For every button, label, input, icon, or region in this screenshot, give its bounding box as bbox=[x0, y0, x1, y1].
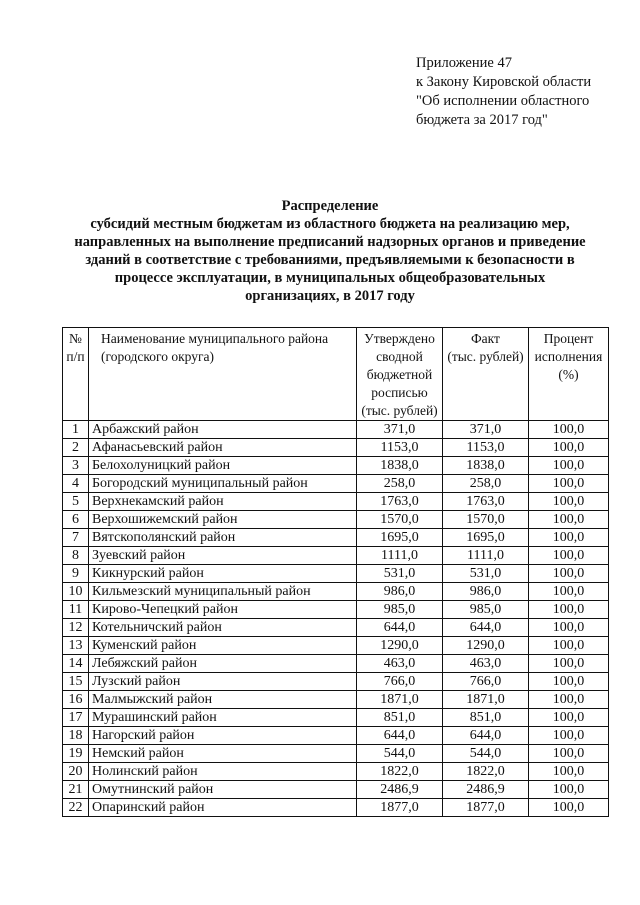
row-fact: 371,0 bbox=[443, 421, 529, 439]
row-fact: 1763,0 bbox=[443, 493, 529, 511]
row-percent: 100,0 bbox=[529, 439, 609, 457]
header-percent-line: исполнения bbox=[534, 349, 603, 364]
row-approved: 463,0 bbox=[357, 655, 443, 673]
table-row bbox=[63, 637, 609, 655]
row-approved: 1877,0 bbox=[357, 799, 443, 817]
row-approved: 371,0 bbox=[357, 421, 443, 439]
row-name: Малмыжский район bbox=[89, 691, 357, 709]
row-fact: 463,0 bbox=[443, 655, 529, 673]
row-fact: 1153,0 bbox=[443, 439, 529, 457]
table-row bbox=[63, 619, 609, 637]
row-name: Кикнурский район bbox=[89, 565, 357, 583]
row-name: Нагорский район bbox=[89, 727, 357, 745]
row-percent: 100,0 bbox=[529, 421, 609, 439]
row-percent: 100,0 bbox=[529, 709, 609, 727]
title-line: зданий в соответствие с требованиями, предъявляемыми к безопасности в bbox=[85, 252, 575, 268]
row-num: 6 bbox=[63, 511, 89, 529]
row-num: 16 bbox=[63, 691, 89, 709]
header-approved-line: Утверждено bbox=[364, 331, 435, 346]
row-num: 5 bbox=[63, 493, 89, 511]
row-percent: 100,0 bbox=[529, 745, 609, 763]
row-num: 12 bbox=[63, 619, 89, 637]
title-line: Распределение bbox=[281, 198, 379, 214]
row-percent: 100,0 bbox=[529, 799, 609, 817]
table-row bbox=[63, 583, 609, 601]
row-num: 10 bbox=[63, 583, 89, 601]
table-row bbox=[63, 709, 609, 727]
row-percent: 100,0 bbox=[529, 727, 609, 745]
row-percent: 100,0 bbox=[529, 565, 609, 583]
table-row bbox=[63, 691, 609, 709]
header-fact-line: (тыс. рублей) bbox=[447, 349, 524, 364]
document-title bbox=[50, 197, 610, 305]
header-percent bbox=[529, 328, 609, 421]
subsidy-table bbox=[62, 327, 609, 817]
header-fact-line: Факт bbox=[471, 331, 500, 346]
row-name: Кильмезский муниципальный район bbox=[89, 583, 357, 601]
row-fact: 1822,0 bbox=[443, 763, 529, 781]
header-num bbox=[63, 328, 89, 421]
row-name: Арбажский район bbox=[89, 421, 357, 439]
row-fact: 1695,0 bbox=[443, 529, 529, 547]
row-percent: 100,0 bbox=[529, 493, 609, 511]
row-fact: 1877,0 bbox=[443, 799, 529, 817]
table-row bbox=[63, 493, 609, 511]
row-num: 15 bbox=[63, 673, 89, 691]
title-line: направленных на выполнение предписаний надзорных органов и приведение bbox=[74, 234, 586, 250]
row-fact: 851,0 bbox=[443, 709, 529, 727]
table-row bbox=[63, 547, 609, 565]
table-row bbox=[63, 673, 609, 691]
row-percent: 100,0 bbox=[529, 583, 609, 601]
row-fact: 2486,9 bbox=[443, 781, 529, 799]
row-num: 13 bbox=[63, 637, 89, 655]
header-name-line: (городского округа) bbox=[101, 349, 215, 364]
header-percent-line: Процент bbox=[543, 331, 594, 346]
row-name: Зуевский район bbox=[89, 547, 357, 565]
row-name: Мурашинский район bbox=[89, 709, 357, 727]
header-num-line: № bbox=[69, 331, 82, 346]
row-num: 17 bbox=[63, 709, 89, 727]
row-num: 7 bbox=[63, 529, 89, 547]
row-approved: 1111,0 bbox=[357, 547, 443, 565]
row-name: Котельничский район bbox=[89, 619, 357, 637]
row-name: Нолинский район bbox=[89, 763, 357, 781]
table-row bbox=[63, 745, 609, 763]
row-name: Богородский муниципальный район bbox=[89, 475, 357, 493]
row-name: Немский район bbox=[89, 745, 357, 763]
row-name: Лузский район bbox=[89, 673, 357, 691]
row-num: 4 bbox=[63, 475, 89, 493]
row-approved: 644,0 bbox=[357, 727, 443, 745]
table-row bbox=[63, 601, 609, 619]
row-approved: 985,0 bbox=[357, 601, 443, 619]
table-row bbox=[63, 799, 609, 817]
row-percent: 100,0 bbox=[529, 781, 609, 799]
row-name: Верхошижемский район bbox=[89, 511, 357, 529]
appendix-line: "Об исполнении областного bbox=[416, 93, 590, 109]
row-approved: 1871,0 bbox=[357, 691, 443, 709]
table-row bbox=[63, 529, 609, 547]
row-num: 22 bbox=[63, 799, 89, 817]
table-row bbox=[63, 781, 609, 799]
row-approved: 1838,0 bbox=[357, 457, 443, 475]
header-approved-line: сводной bbox=[376, 349, 423, 364]
row-fact: 531,0 bbox=[443, 565, 529, 583]
header-approved-line: бюджетной bbox=[366, 367, 433, 382]
appendix-line: бюджета за 2017 год" bbox=[416, 112, 548, 128]
row-approved: 1695,0 bbox=[357, 529, 443, 547]
row-approved: 531,0 bbox=[357, 565, 443, 583]
title-line: субсидий местным бюджетам из областного бюджета на реализацию мер, bbox=[90, 216, 570, 232]
row-num: 18 bbox=[63, 727, 89, 745]
table-row bbox=[63, 727, 609, 745]
row-name: Омутнинский район bbox=[89, 781, 357, 799]
row-approved: 644,0 bbox=[357, 619, 443, 637]
row-fact: 1111,0 bbox=[443, 547, 529, 565]
row-approved: 544,0 bbox=[357, 745, 443, 763]
row-fact: 1290,0 bbox=[443, 637, 529, 655]
row-approved: 1822,0 bbox=[357, 763, 443, 781]
header-num-line: п/п bbox=[66, 349, 85, 364]
row-percent: 100,0 bbox=[529, 637, 609, 655]
header-approved-line: росписью bbox=[371, 385, 428, 400]
table-header-row bbox=[63, 328, 609, 421]
header-approved bbox=[357, 328, 443, 421]
row-num: 14 bbox=[63, 655, 89, 673]
appendix-line: к Закону Кировской области bbox=[416, 74, 592, 90]
row-name: Кирово-Чепецкий район bbox=[89, 601, 357, 619]
row-fact: 1871,0 bbox=[443, 691, 529, 709]
table-row bbox=[63, 763, 609, 781]
row-percent: 100,0 bbox=[529, 529, 609, 547]
row-fact: 1570,0 bbox=[443, 511, 529, 529]
header-approved-line: (тыс. рублей) bbox=[361, 403, 438, 418]
row-fact: 644,0 bbox=[443, 727, 529, 745]
row-num: 8 bbox=[63, 547, 89, 565]
row-num: 3 bbox=[63, 457, 89, 475]
row-approved: 1763,0 bbox=[357, 493, 443, 511]
header-name-line: Наименование муниципального района bbox=[101, 331, 329, 346]
row-approved: 1153,0 bbox=[357, 439, 443, 457]
row-fact: 644,0 bbox=[443, 619, 529, 637]
row-percent: 100,0 bbox=[529, 673, 609, 691]
row-name: Верхнекамский район bbox=[89, 493, 357, 511]
row-fact: 986,0 bbox=[443, 583, 529, 601]
table-row bbox=[63, 475, 609, 493]
row-percent: 100,0 bbox=[529, 511, 609, 529]
table-row bbox=[63, 511, 609, 529]
header-fact bbox=[443, 328, 529, 421]
row-percent: 100,0 bbox=[529, 547, 609, 565]
table-body bbox=[63, 421, 609, 817]
row-percent: 100,0 bbox=[529, 763, 609, 781]
appendix-note bbox=[416, 54, 630, 130]
header-name bbox=[89, 328, 357, 421]
row-num: 21 bbox=[63, 781, 89, 799]
row-name: Опаринский район bbox=[89, 799, 357, 817]
row-fact: 258,0 bbox=[443, 475, 529, 493]
row-percent: 100,0 bbox=[529, 619, 609, 637]
row-fact: 544,0 bbox=[443, 745, 529, 763]
row-approved: 258,0 bbox=[357, 475, 443, 493]
row-fact: 985,0 bbox=[443, 601, 529, 619]
row-percent: 100,0 bbox=[529, 475, 609, 493]
row-fact: 766,0 bbox=[443, 673, 529, 691]
row-fact: 1838,0 bbox=[443, 457, 529, 475]
header-percent-line: (%) bbox=[558, 367, 579, 382]
row-name: Белохолуницкий район bbox=[89, 457, 357, 475]
table-row bbox=[63, 655, 609, 673]
title-line: организациях, в 2017 году bbox=[245, 288, 415, 304]
row-approved: 766,0 bbox=[357, 673, 443, 691]
row-approved: 1570,0 bbox=[357, 511, 443, 529]
table-row bbox=[63, 457, 609, 475]
row-approved: 986,0 bbox=[357, 583, 443, 601]
row-num: 20 bbox=[63, 763, 89, 781]
table-row bbox=[63, 439, 609, 457]
row-percent: 100,0 bbox=[529, 691, 609, 709]
row-num: 19 bbox=[63, 745, 89, 763]
row-num: 11 bbox=[63, 601, 89, 619]
row-percent: 100,0 bbox=[529, 601, 609, 619]
table-row bbox=[63, 565, 609, 583]
row-name: Афанасьевский район bbox=[89, 439, 357, 457]
row-name: Лебяжский район bbox=[89, 655, 357, 673]
row-num: 9 bbox=[63, 565, 89, 583]
row-approved: 1290,0 bbox=[357, 637, 443, 655]
appendix-line: Приложение 47 bbox=[416, 55, 512, 71]
row-percent: 100,0 bbox=[529, 655, 609, 673]
row-num: 1 bbox=[63, 421, 89, 439]
title-line: процессе эксплуатации, в муниципальных общеобразовательных bbox=[114, 270, 546, 286]
row-approved: 851,0 bbox=[357, 709, 443, 727]
table-row bbox=[63, 421, 609, 439]
row-name: Вятскополянский район bbox=[89, 529, 357, 547]
row-name: Куменский район bbox=[89, 637, 357, 655]
row-approved: 2486,9 bbox=[357, 781, 443, 799]
row-percent: 100,0 bbox=[529, 457, 609, 475]
row-num: 2 bbox=[63, 439, 89, 457]
